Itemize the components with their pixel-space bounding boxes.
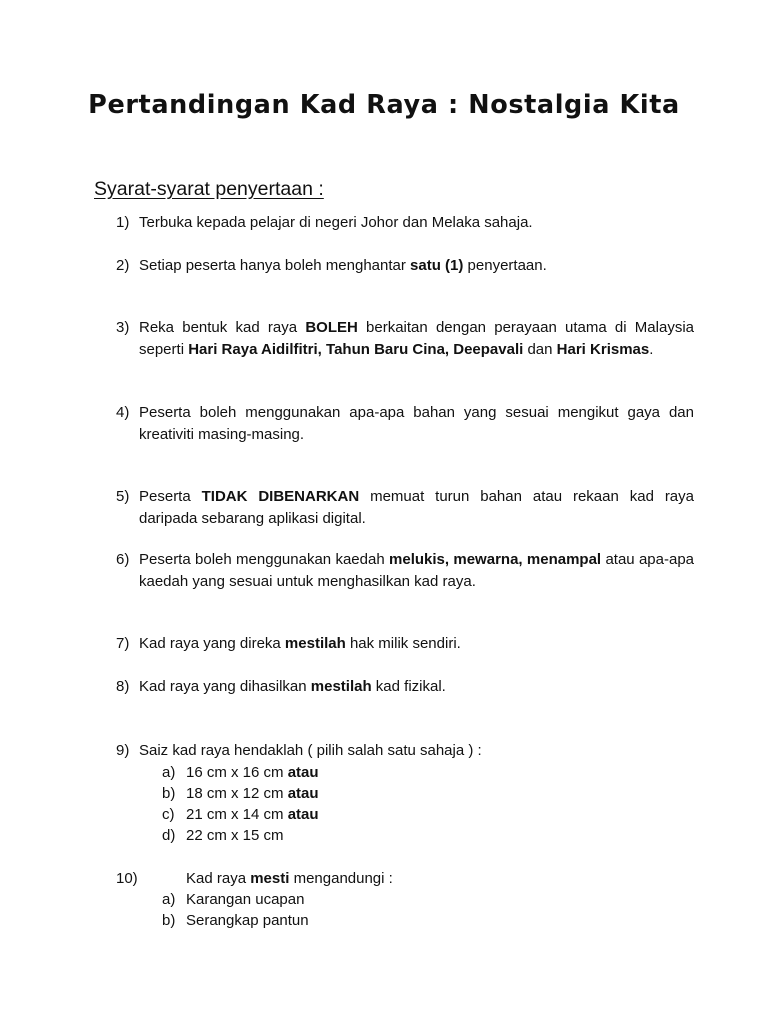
option-text: Serangkap pantun [186, 912, 309, 929]
rule-text [139, 402, 694, 445]
rule-number: 5) [116, 488, 130, 505]
rule-item [116, 868, 694, 890]
emphasis-text: mestilah [310, 678, 372, 695]
emphasis-text: TIDAK DIBENARKAN [201, 488, 360, 505]
rule-item [116, 549, 694, 592]
rule-item [116, 255, 694, 277]
option-text: Karangan ucapan [186, 891, 305, 908]
option-conjunction: atau [287, 806, 319, 823]
rule-number: 8) [116, 678, 130, 695]
option-letter: d) [162, 827, 176, 844]
emphasis-text: satu (1) [410, 257, 464, 274]
emphasis-text: BOLEH [305, 319, 358, 336]
rule-text [139, 633, 694, 655]
rule-text [139, 486, 694, 529]
rule-text [139, 212, 694, 234]
text-run: penyertaan. [463, 257, 547, 274]
text-run: Kad raya yang direka [139, 635, 285, 652]
text-run: Reka bentuk kad raya [139, 319, 306, 336]
rule-number: 2) [116, 257, 130, 274]
emphasis-text: melukis, mewarna, menampal [389, 551, 602, 568]
rule-number: 1) [116, 214, 130, 231]
rule-number: 7) [116, 635, 130, 652]
emphasis-text: Hari Raya Aidilfitri, Tahun Baru Cina, Deepavali [188, 340, 524, 358]
option-text: 16 cm x 16 cm [186, 764, 284, 781]
option-letter: c) [162, 806, 175, 823]
rule-item [116, 740, 694, 762]
text-run: mengandungi : [289, 870, 393, 887]
option-text: 21 cm x 14 cm [186, 806, 284, 823]
text-run: Peserta boleh menggunakan apa-apa bahan yang sesuai mengikut gaya dan kreativiti masing-masing. [139, 404, 694, 443]
text-run: Kad raya [186, 870, 251, 887]
content-option [162, 889, 304, 910]
option-conjunction: atau [287, 764, 319, 781]
section-heading: Syarat-syarat penyertaan : [94, 178, 324, 200]
text-run: kad fizikal. [371, 678, 446, 695]
rule-text [139, 317, 694, 360]
rule-item [116, 633, 694, 655]
rule-item [116, 676, 694, 698]
rule-number: 10) [116, 870, 138, 887]
rule-number: 3) [116, 319, 130, 336]
rule-item [116, 402, 694, 445]
text-run: Peserta [139, 488, 202, 505]
rule-text [186, 868, 694, 890]
text-run: Saiz kad raya hendaklah ( pilih salah satu sahaja ) : [139, 742, 482, 759]
option-conjunction: atau [287, 785, 319, 802]
text-run: dan [523, 340, 557, 358]
text-run: Kad raya yang dihasilkan [139, 678, 311, 695]
emphasis-text: mesti [250, 870, 290, 887]
size-option [162, 825, 284, 846]
rule-text [139, 676, 694, 698]
rule-item [116, 317, 694, 360]
option-letter: a) [162, 764, 176, 781]
rule-number: 6) [116, 551, 130, 568]
rule-text [139, 255, 694, 277]
emphasis-text: Hari Krismas [556, 340, 650, 358]
option-letter: b) [162, 785, 176, 802]
size-option [162, 783, 319, 804]
text-run: atau apa-apa kaedah yang sesuai untuk menghasilkan kad raya. [139, 551, 695, 590]
option-text: 22 cm x 15 cm [186, 827, 284, 844]
size-option [162, 762, 319, 783]
page-title: Pertandingan Kad Raya : Nostalgia Kita [88, 90, 680, 120]
text-run: Peserta boleh menggunakan kaedah [139, 551, 390, 568]
option-letter: b) [162, 912, 176, 929]
text-run: Setiap peserta hanya boleh menghantar [139, 257, 411, 274]
text-run: . [649, 340, 654, 358]
emphasis-text: mestilah [284, 635, 346, 652]
text-run: Terbuka kepada pelajar di negeri Johor dan Melaka sahaja. [139, 214, 533, 231]
rule-number: 4) [116, 404, 130, 421]
option-letter: a) [162, 891, 176, 908]
text-run: hak milik sendiri. [345, 635, 461, 652]
rule-text [139, 740, 694, 762]
rule-item [116, 486, 694, 529]
content-option [162, 910, 309, 931]
size-option [162, 804, 319, 825]
option-text: 18 cm x 12 cm [186, 785, 284, 802]
text-run: berkaitan dengan perayaan utama di Malaysia seperti [139, 319, 694, 358]
rule-number: 9) [116, 742, 130, 759]
text-run: memuat turun bahan atau rekaan kad raya daripada sebarang aplikasi digital. [139, 488, 694, 527]
rule-item [116, 212, 694, 234]
rule-text [139, 549, 694, 592]
